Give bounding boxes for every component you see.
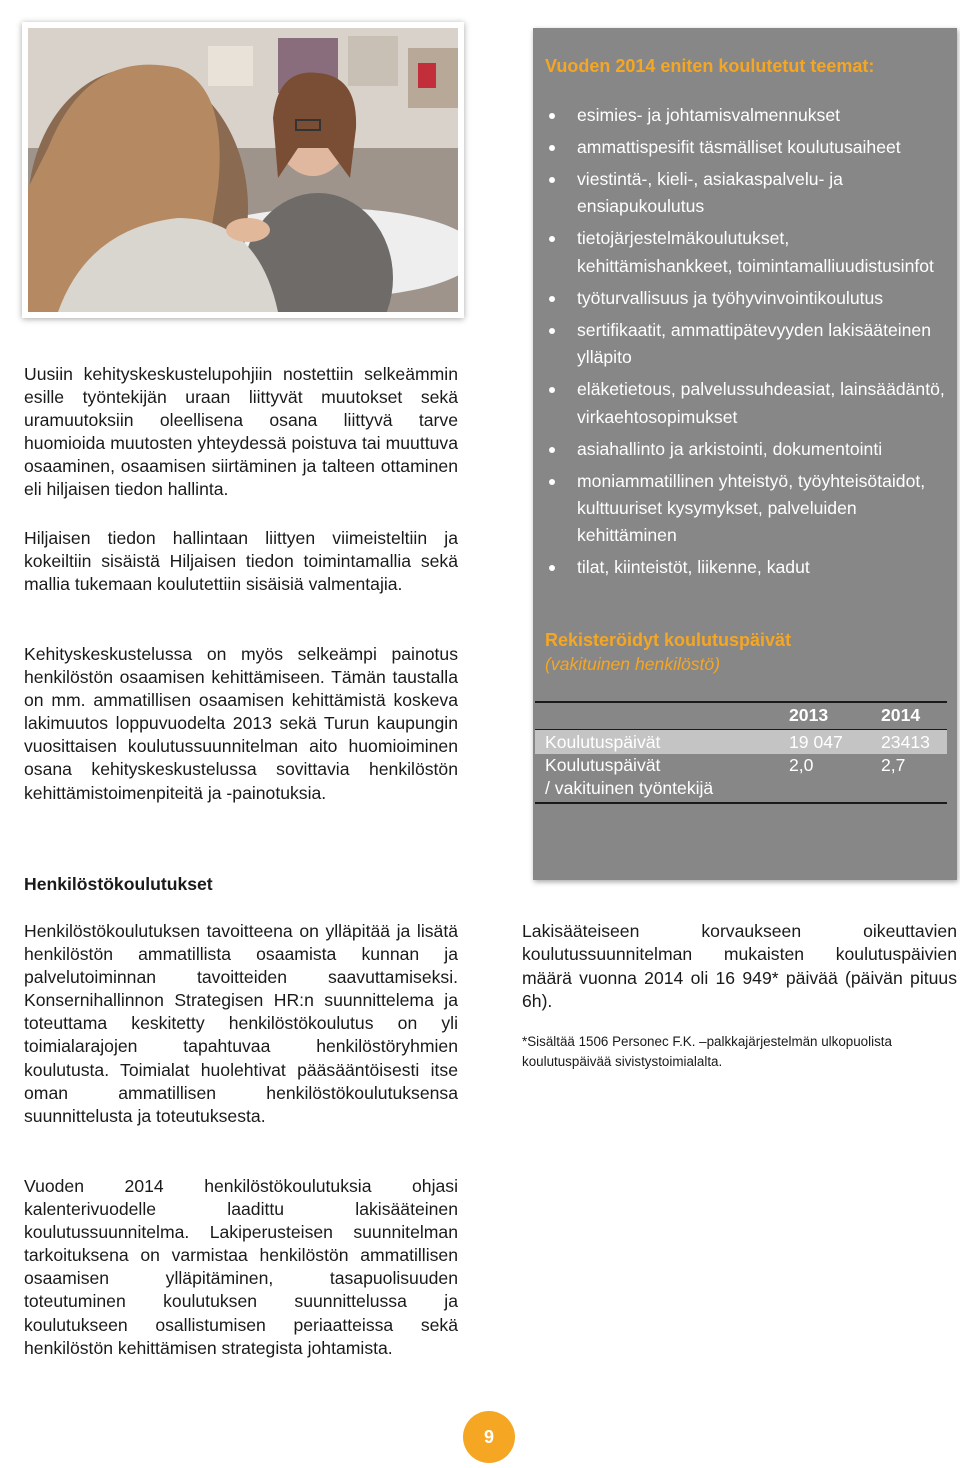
list-item <box>545 166 945 221</box>
intro-paragraph: Uusiin kehityskeskustelupohjiin nostettiin selkeämmin esille työntekijän uraan liittyvät muutokset sekä uramuutoksiin oleellisena osana liittyvä tarve huomioida muutosten yhteydessä poistuva tai muuttuva osaaminen, osaamisen siirtäminen ja talteen ottaminen eli hiljaisen tiedon hallinta. <box>24 364 458 500</box>
training-days-table <box>535 701 947 804</box>
photo-woman-at-table <box>28 28 458 312</box>
list-item <box>545 225 945 280</box>
list-item <box>545 102 945 129</box>
list-item <box>545 468 945 550</box>
themes-sidebar <box>533 28 957 880</box>
training-plan-paragraph: Vuoden 2014 henkilöstökoulutuksia ohjasi kalenterivuodelle laadittu lakisääteinen koulutussuunnitelma. Lakiperusteisen suunnitelman tarkoituksena on varmistaa henkilöstön ammatillisen osaamisen ylläpitäminen, tasapuolisuuden toteutuminen koulutuksen suunnittelussa ja koulutukseen osallistumisen periaatteissa sekä henkilöstön kehittämisen strategista johtamista. <box>24 1176 458 1358</box>
table-header-row <box>535 702 947 730</box>
development-discussion-paragraph: Kehityskeskustelussa on myös selkeämpi painotus henkilöstön osaamisen kehittämiseen. Tämän taustalla on mm. ammatillisen osaamisen kehittämistä koskeva lakimuutos loppuvuodelta 2013 sekä Turun kaupungin vuosittaisen koulutussuunnitelman aito huomioiminen osana kehityskeskustelussa sovittavia henkilöstön kehittämistoimenpiteitä ja -painotuksia. <box>24 644 458 803</box>
row-label-line-1: Koulutuspäivät <box>545 755 661 775</box>
theme-label: viestintä-, kieli-, asiakaspalvelu- ja ensiapukoulutus <box>577 169 843 217</box>
theme-list <box>545 102 945 586</box>
photo-frame <box>22 22 464 318</box>
list-item <box>545 317 945 372</box>
row-label-per-employee <box>535 754 779 803</box>
list-item <box>545 554 945 581</box>
row-label-line-2: / vakituinen työntekijä <box>545 778 714 798</box>
table-row <box>535 754 947 803</box>
row-label-training-days: Koulutuspäivät <box>535 730 779 755</box>
footnote: *Sisältää 1506 Personec F.K. –palkkajärjestelmän ulkopuolista koulutuspäivää sivistystoimialalta. <box>522 1034 892 1069</box>
theme-label: työturvallisuus ja työhyvinvointikoulutus <box>577 287 884 308</box>
bullet-icon <box>549 236 555 242</box>
table-header-2014: 2014 <box>871 702 947 730</box>
list-item <box>545 436 945 463</box>
sidebar-title: Vuoden 2014 eniten koulutetut teemat: <box>545 56 875 76</box>
list-item <box>545 134 945 161</box>
bullet-icon <box>549 177 555 183</box>
theme-label: moniammatillinen yhteistyö, työyhteisötaidot, kulttuuriset kysymykset, palveluiden kehittäminen <box>577 470 926 546</box>
cell-2013-training-days: 19 047 <box>779 730 871 755</box>
bullet-icon <box>549 387 555 393</box>
bullet-icon <box>549 479 555 485</box>
table-header-2013: 2013 <box>779 702 871 730</box>
theme-label: tilat, kiinteistöt, liikenne, kadut <box>577 557 810 578</box>
table-header-empty <box>535 702 779 730</box>
bullet-icon <box>549 565 555 571</box>
list-item <box>545 285 945 312</box>
cell-2014-per-employee: 2,7 <box>871 754 947 803</box>
staff-training-paragraph: Henkilöstökoulutuksen tavoitteena on ylläpitää ja lisätä henkilöstön ammatillista osaamista kunnan ja palvelutoiminnan tavoitteiden saavuttamiseksi. Konsernihallinnon Strategisen HR:n suunnittelema ja toteuttama keskitetty henkilöstökoulutus on yli toimialarajojen tapahtuvaa henkilöstöryhmien koulutusta. Toimialat huolehtivat pääsääntöisesti itse oman ammatillisen henkilöstökoulutuksensa suunnittelusta ja toteutuksesta. <box>24 921 458 1126</box>
page-number: 9 <box>463 1411 515 1463</box>
theme-label: asiahallinto ja arkistointi, dokumentointi <box>577 438 883 459</box>
registered-days-title: Rekisteröidyt koulutuspäivät <box>545 630 792 650</box>
table-row <box>535 730 947 755</box>
registered-days-subtitle: (vakituinen henkilöstö) <box>545 654 721 674</box>
bullet-icon <box>549 447 555 453</box>
theme-label: tietojärjestelmäkoulutukset, kehittämishankkeet, toimintamalliuudistusinfot <box>577 228 934 276</box>
theme-label: sertifikaatit, ammattipätevyyden lakisääteinen ylläpito <box>577 319 932 368</box>
bullet-icon <box>549 113 555 119</box>
list-item <box>545 376 945 431</box>
bullet-icon <box>549 296 555 302</box>
bullet-icon <box>549 145 555 151</box>
section-heading: Henkilöstökoulutukset <box>24 874 213 894</box>
bullet-icon <box>549 328 555 334</box>
theme-label: eläketietous, palvelussuhdeasiat, lainsäädäntö, virkaehtosopimukset <box>577 379 945 427</box>
cell-2013-per-employee: 2,0 <box>779 754 871 803</box>
theme-label: esimies- ja johtamisvalmennukset <box>577 105 841 125</box>
theme-label: ammattispesifit täsmälliset koulutusaiheet <box>577 137 901 157</box>
statutory-days-paragraph: Lakisääteiseen korvaukseen oikeuttavien koulutussuunnitelman mukaisten koulutuspäivien määrä vuonna 2014 oli 16 949* päivää (päivän pituus 6h). <box>522 921 957 1011</box>
tacit-knowledge-paragraph: Hiljaisen tiedon hallintaan liittyen viimeisteltiin ja kokeiltiin sisäistä Hiljaisen tiedon toimintamallia sekä mallia tukemaan koulutettiin sisäisiä valmentajia. <box>24 528 458 595</box>
cell-2014-training-days: 23413 <box>871 730 947 755</box>
